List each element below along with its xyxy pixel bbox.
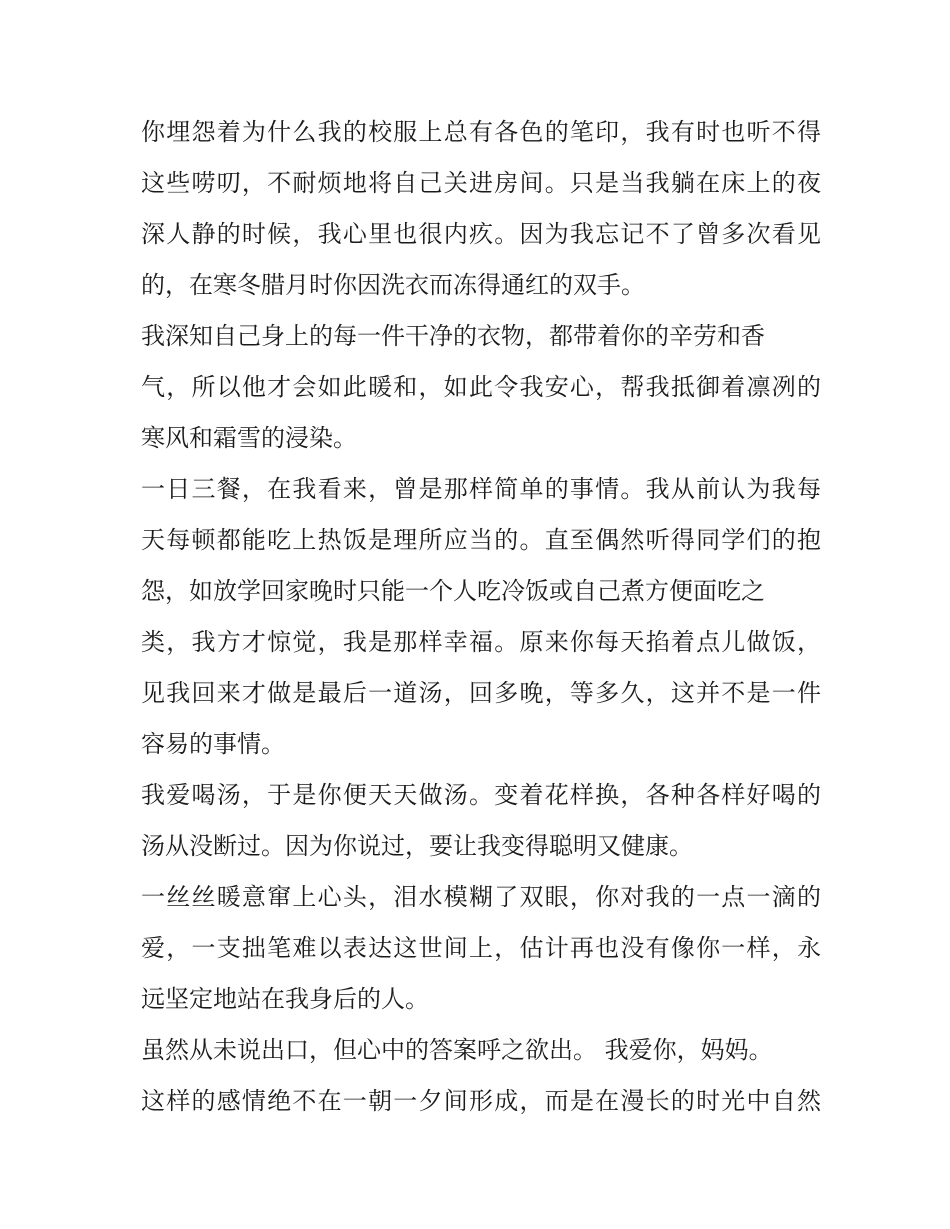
- text-line: 一丝丝暖意窜上心头，泪水模糊了双眼，你对我的一点一滴的: [141, 883, 821, 911]
- text-line: 我爱喝汤，于是你便天天做汤。变着花样换，各种各样好喝的: [141, 781, 821, 809]
- text-line: 天每顿都能吃上热饭是理所应当的。直至偶然听得同学们的抱: [141, 526, 821, 554]
- text-line: 的，在寒冬腊月时你因洗衣而冻得通红的双手。: [141, 271, 645, 299]
- text-line: 远坚定地站在我身后的人。: [141, 985, 429, 1013]
- text-line: 这些唠叨，不耐烦地将自己关进房间。只是当我躺在床上的夜: [141, 169, 821, 197]
- text-line: 这样的感情绝不在一朝一夕间形成，而是在漫长的时光中自然: [141, 1087, 821, 1115]
- text-line: 类，我方才惊觉，我是那样幸福。原来你每天掐着点儿做饭，: [141, 628, 821, 656]
- text-line: 容易的事情。: [141, 730, 285, 758]
- text-line: 怨，如放学回家晚时只能一个人吃冷饭或自己煮方便面吃之: [141, 577, 765, 605]
- text-line: 一日三餐，在我看来，曾是那样简单的事情。我从前认为我每: [141, 475, 821, 503]
- text-line: 气，所以他才会如此暖和，如此令我安心，帮我抵御着凛冽的: [141, 373, 821, 401]
- text-line: 汤从没断过。因为你说过，要让我变得聪明又健康。: [141, 832, 693, 860]
- text-line: 见我回来才做是最后一道汤，回多晚，等多久，这并不是一件: [141, 679, 821, 707]
- text-line: 你埋怨着为什么我的校服上总有各色的笔印，我有时也听不得: [141, 118, 821, 146]
- text-line: 寒风和霜雪的浸染。: [141, 424, 357, 452]
- text-line: 爱，一支拙笔难以表达这世间上，估计再也没有像你一样，永: [141, 934, 821, 962]
- text-line: 深人静的时候，我心里也很内疚。因为我忘记不了曾多次看见: [141, 220, 821, 248]
- essay-body: [141, 107, 821, 1127]
- text-line: 我深知自己身上的每一件干净的衣物，都带着你的辛劳和香: [141, 322, 765, 350]
- text-line: 虽然从未说出口，但心中的答案呼之欲出。 我爱你，妈妈。: [141, 1036, 773, 1064]
